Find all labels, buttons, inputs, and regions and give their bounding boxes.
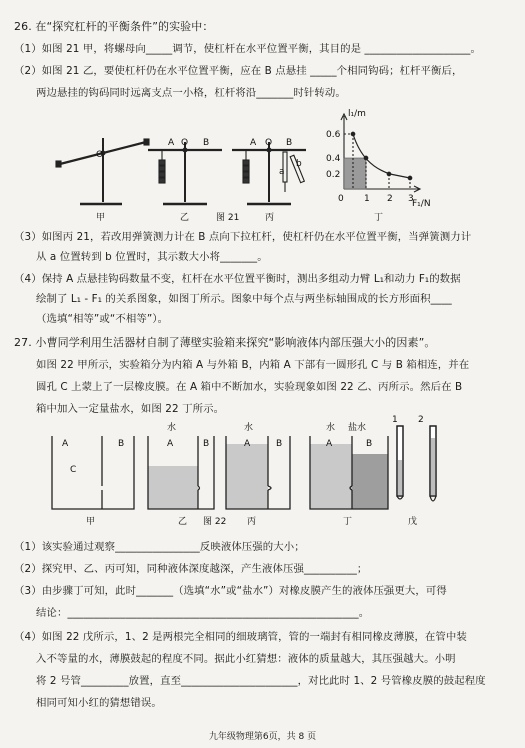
fig21-point-A-bing: A (250, 138, 257, 148)
fig22-tube-2: 2 (418, 415, 424, 425)
figure-22 (0, 414, 525, 529)
fig21-graph-origin: 0 (338, 194, 344, 204)
q26-title: 26. 在“探究杠杆的平衡条件”的实验中： (14, 20, 214, 33)
fig21-point-b: b (296, 159, 302, 169)
q27-part2: （2）探究甲、乙、丙可知，同种液体深度越深，产生液体压强__________； (14, 563, 368, 575)
fig22-ding-box (310, 436, 388, 509)
fig22-label-wu: 戊 (408, 517, 418, 527)
fig22-ding-B: B (366, 439, 373, 449)
fig22-yi-A: A (167, 439, 174, 449)
q26-part2: （2）如图 21 乙，要使杠杆仍在水平位置平衡，应在 B 点悬挂 _____个相同钩码；杠杆平衡后， (14, 65, 463, 77)
fig21-label-bing: 丙 (265, 213, 275, 223)
fig21-ding-graph (341, 114, 420, 192)
fig22-caption: 图 22 (203, 517, 227, 527)
q26-part1: （1）如图 21 甲，将螺母向_____调节，使杠杆在水平位置平衡，其目的是 ____________________。 (14, 43, 481, 55)
fig21-graph-xtick: 3 (408, 194, 414, 204)
fig21-point-B-bing: B (286, 138, 293, 148)
fig22-bing-B: B (276, 439, 283, 449)
q26-part4: （4）保持 A 点悬挂钩码数量不变，杠杆在水平位置平衡时，测出多组动力臂 L₁和动力 F₁的数据 (14, 273, 461, 285)
fig21-point-O-jia: O (96, 150, 104, 160)
fig21-point-A-yi: A (168, 138, 175, 148)
fig22-ding-A: A (326, 439, 333, 449)
fig21-yi-apparatus (148, 142, 222, 204)
q27-part1: （1）该实验通过观察________________反映液体压强的大小； (14, 541, 305, 553)
fig21-point-O-bing: O (265, 138, 273, 148)
fig21-graph-ytick: 0.2 (326, 170, 341, 180)
q27-intro-2: 圆孔 C 上蒙上了一层橡皮膜。在 A 箱中不断加水，实验现象如图 22 乙、丙所示。然后在 B (36, 381, 463, 393)
q26-part4-cont2: （选填“相等”或“不相等”）。 (36, 313, 169, 325)
fig22-wu-tubes (397, 426, 436, 501)
fig22-bing-water: 水 (244, 423, 254, 433)
fig21-graph-ylabel: l₁/m (348, 109, 366, 119)
q26-part4-cont: 绘制了 L₁ - F₁ 的关系图象，如图丁所示。图象中每个点与两坐标轴围成的长方形面积____ (36, 293, 452, 305)
fig22-ding-water: 水 (326, 423, 336, 433)
fig21-label-yi: 乙 (180, 213, 190, 223)
fig22-label-jia: 甲 (86, 517, 96, 527)
fig21-graph-ytick: 0.6 (326, 130, 341, 140)
fig21-graph-ytick: 0.4 (326, 154, 341, 164)
fig22-bing-A: A (244, 439, 251, 449)
fig21-point-B-yi: B (203, 138, 210, 148)
fig22-label-bing: 丙 (247, 517, 257, 527)
fig21-point-O-yi: O (181, 138, 189, 148)
fig22-yi-B: B (203, 439, 210, 449)
fig22-yi-water: 水 (167, 423, 177, 433)
q26-part3: （3）如图丙 21，若改用弹簧测力计在 B 点向下拉杠杆，使杠杆仍在水平位置平衡，当弹簧测力计 (14, 231, 472, 243)
q26-part2-cont: 两边悬挂的钩码同时远离支点一小格，杠杆将沿_______时针转动。 (36, 87, 346, 99)
page-footer: 九年级物理第6页，共 8 页 (208, 732, 317, 742)
q27-part4-cont2: 将 2 号管_________放置，直至______________________，对比此时 1、2 号管橡皮膜的鼓起程度 (36, 675, 486, 687)
fig21-graph-xtick: 1 (364, 194, 370, 204)
q26-part3-cont: 从 a 位置转到 b 位置时，其示数大小将_______。 (36, 251, 268, 263)
fig21-graph-xtick: 2 (387, 194, 393, 204)
q27-part4: （4）如图 22 戊所示，1、2 是两根完全相同的细玻璃管，管的一端封有相同橡皮薄膜，在管中装 (14, 631, 467, 643)
fig21-label-ding: 丁 (374, 213, 384, 223)
fig21-label-jia: 甲 (96, 213, 106, 223)
fig22-tube-1: 1 (392, 415, 398, 425)
fig21-bing-apparatus (232, 142, 306, 204)
fig22-jia-B: B (118, 439, 125, 449)
fig22-ding-salt-water: 盐水 (348, 423, 367, 433)
figure-21 (0, 104, 525, 224)
fig22-label-ding: 丁 (343, 517, 353, 527)
fig21-graph-xlabel: F₁/N (412, 199, 431, 209)
q27-part3-cont: 结论：_______________________________________________________。 (36, 607, 370, 619)
q27-part4-cont3: 相同可知小红的猜想错误。 (36, 697, 162, 709)
fig22-jia-C: C (70, 465, 77, 475)
q27-intro-3: 箱中加入一定量盐水，如图 22 丁所示。 (36, 403, 225, 415)
fig21-caption: 图 21 (216, 213, 240, 223)
fig21-point-a: a (279, 167, 285, 177)
fig21-jia-apparatus (56, 138, 149, 204)
q27-title: 27. 小曹同学利用生活器材自制了薄壁实验箱来探究“影响液体内部压强大小的因素”。 (14, 336, 436, 349)
q27-intro-1: 如图 22 甲所示，实验箱分为内箱 A 与外箱 B，内箱 A 下部有一圆形孔 C 与 B 箱相连，并在 (36, 359, 470, 371)
q27-part3: （3）由步骤丁可知，此时_______（选填“水”或“盐水”）对橡皮膜产生的液体压强更大，可得 (14, 585, 447, 597)
fig22-label-yi: 乙 (178, 517, 188, 527)
q27-part4-cont: 入不等量的水，薄膜鼓起的程度不同。据此小红猜想：液体的质量越大，其压强越大。小明 (36, 653, 456, 665)
fig22-jia-A: A (62, 439, 69, 449)
